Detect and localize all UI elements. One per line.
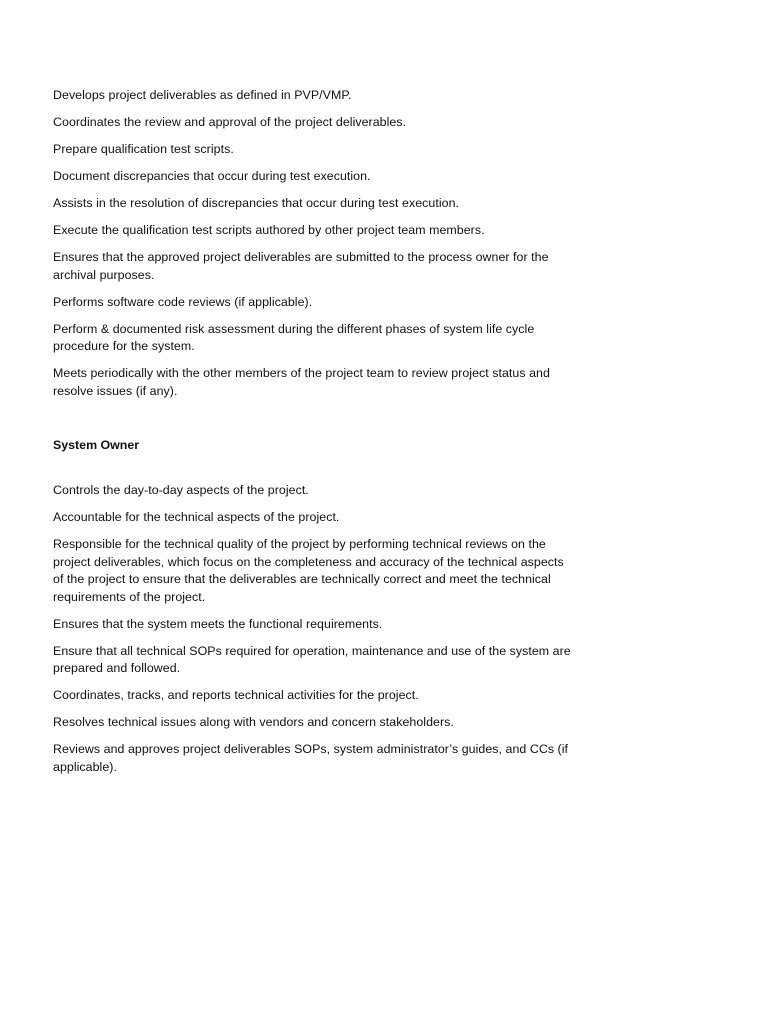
document-page <box>53 87 573 786</box>
responsibility-item: Performs software code reviews (if applicable). <box>53 294 313 309</box>
section-heading-system-owner: System Owner <box>53 437 140 452</box>
responsibilities-list-system-owner <box>53 482 573 776</box>
responsibility-item: Ensure that all technical SOPs required for operation, maintenance and use of the system are prepared and followed. <box>53 643 571 675</box>
responsibility-item: Coordinates, tracks, and reports technical activities for the project. <box>53 688 419 702</box>
responsibility-item: Controls the day-to-day aspects of the project. <box>53 483 309 497</box>
responsibility-item: Coordinates the review and approval of the project deliverables. <box>53 115 407 129</box>
responsibilities-list-1 <box>53 87 573 400</box>
responsibility-item: Meets periodically with the other members of the project team to review project status and resolve issues (if any). <box>53 366 550 398</box>
responsibility-item: Responsible for the technical quality of the project by performing technical reviews on the project deliverables, which focus on the completeness and accuracy of the technical aspects of the project to ensure that the deliverables are technically correct and meet the technical requirements of the project. <box>53 537 564 604</box>
responsibility-item: Resolves technical issues along with vendors and concern stakeholders. <box>53 715 454 729</box>
responsibility-item: Prepare qualification test scripts. <box>53 142 234 156</box>
responsibility-item: Document discrepancies that occur during test execution. <box>53 169 371 183</box>
responsibility-item: Ensures that the approved project deliverables are submitted to the process owner for the archival purposes. <box>53 250 549 282</box>
responsibility-item: Perform & documented risk assessment during the different phases of system life cycle procedure for the system. <box>53 321 535 353</box>
responsibility-item: Ensures that the system meets the functional requirements. <box>53 616 383 631</box>
responsibility-item: Reviews and approves project deliverables SOPs, system administrator’s guides, and CCs (if applicable). <box>53 742 569 774</box>
responsibility-item: Assists in the resolution of discrepancies that occur during test execution. <box>53 196 460 210</box>
responsibility-item: Develops project deliverables as defined in PVP/VMP. <box>53 88 352 102</box>
responsibility-item: Execute the qualification test scripts authored by other project team members. <box>53 223 485 237</box>
responsibility-item: Accountable for the technical aspects of the project. <box>53 510 340 524</box>
